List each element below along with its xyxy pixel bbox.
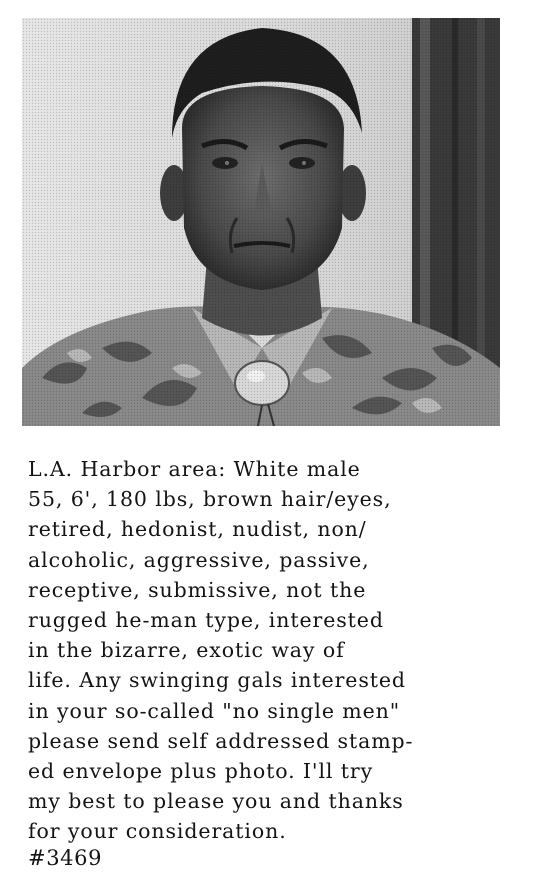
ad-line: life. Any swinging gals interested [28, 668, 406, 693]
ad-line: retired, hedonist, nudist, non/ [28, 517, 367, 542]
ad-line: in the bizarre, exotic way of [28, 638, 345, 663]
portrait-photo [22, 18, 500, 426]
ad-line: alcoholic, aggressive, passive, [28, 547, 370, 572]
ad-line: please send self addressed stamp- [28, 728, 414, 753]
ad-line: in your so-called "no single men" [28, 698, 401, 723]
ad-reference-number: #3469 [28, 846, 103, 870]
ad-line: receptive, submissive, not the [28, 577, 367, 602]
ad-line: ed envelope plus photo. I'll try [28, 758, 374, 783]
ad-line: L.A. Harbor area: White male [28, 457, 361, 481]
ad-line: rugged he-man type, interested [28, 607, 384, 632]
personal-ad-text [28, 454, 533, 846]
ad-line: for your consideration. [28, 819, 287, 844]
portrait-image [22, 18, 500, 426]
ad-line: 55, 6', 180 lbs, brown hair/eyes, [28, 487, 392, 512]
ad-line: my best to please you and thanks [28, 789, 404, 814]
